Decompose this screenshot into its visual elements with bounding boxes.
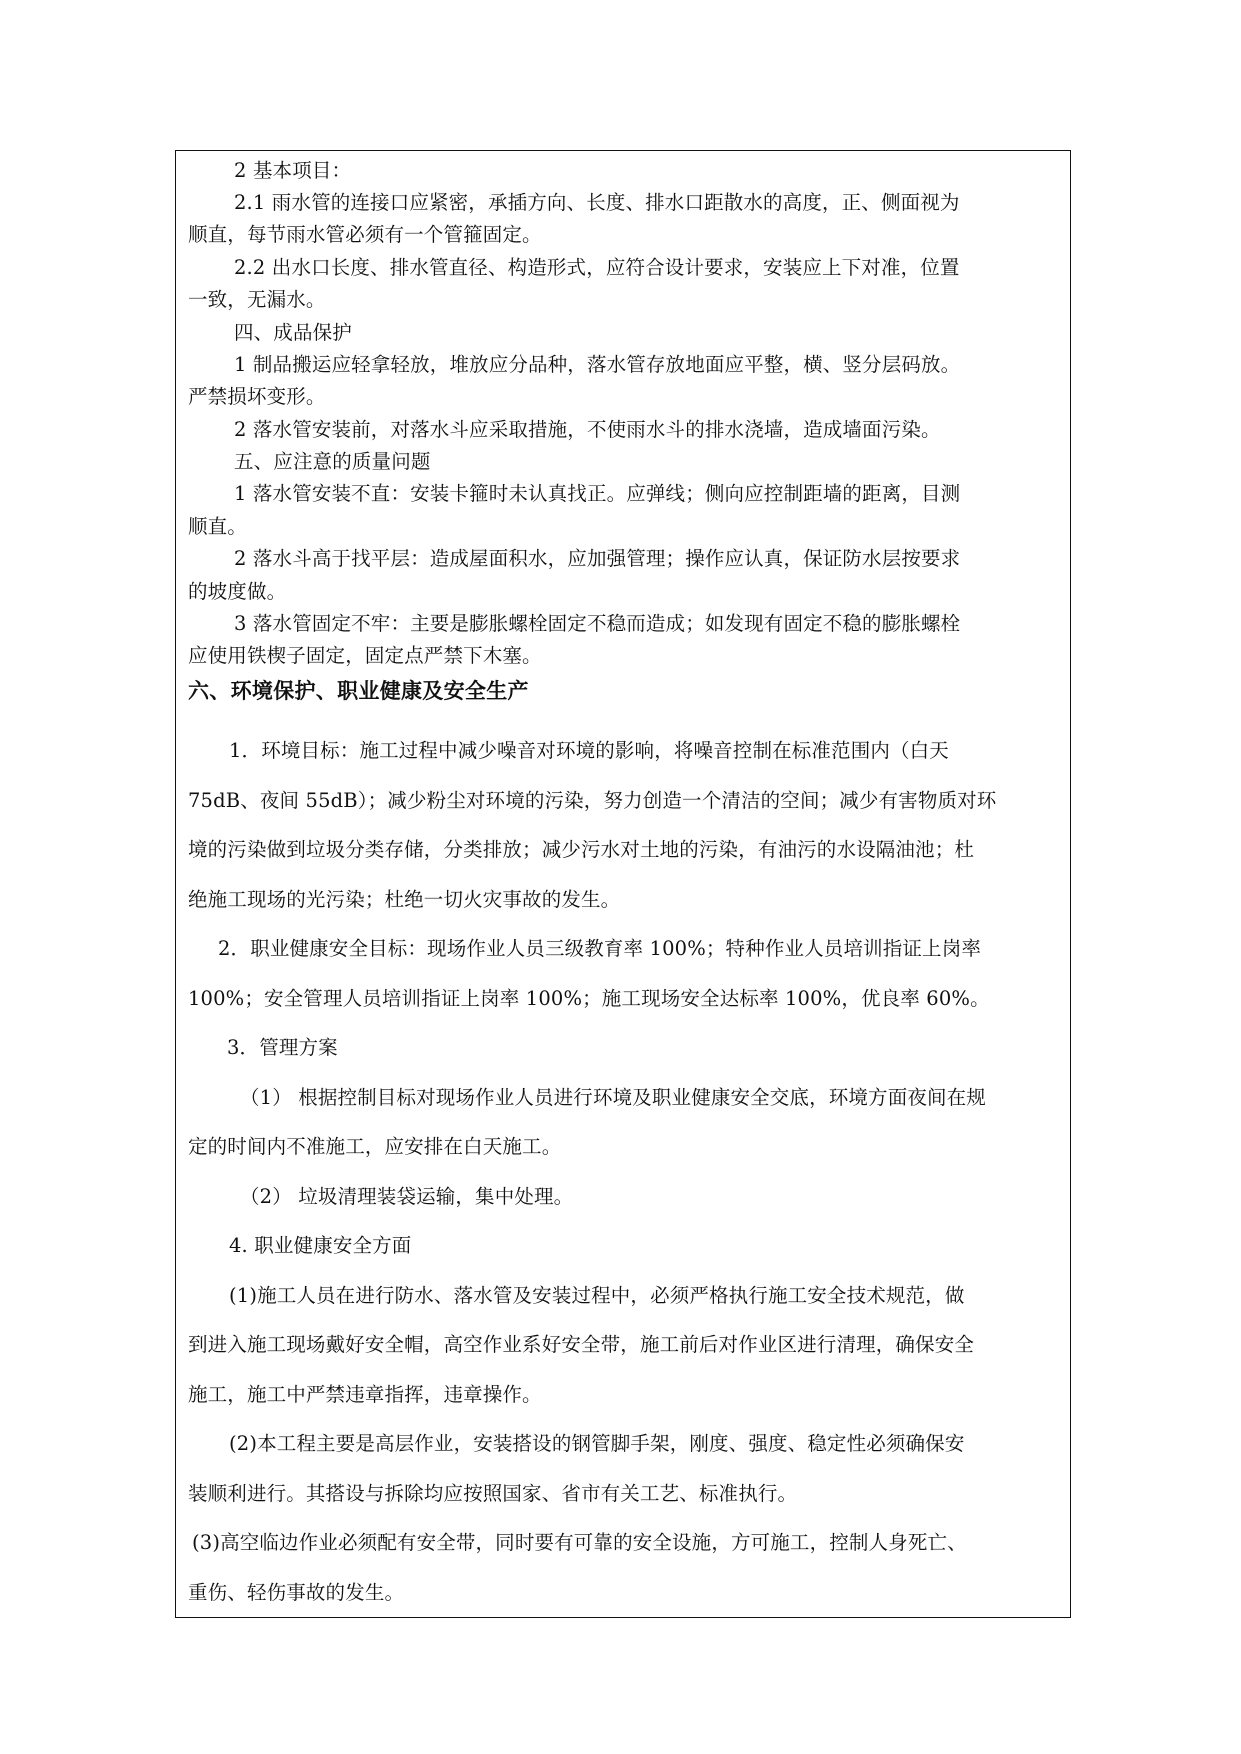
management-plan-heading: 3．管理方案 (227, 1036, 338, 1059)
ohs-item-3-line-1: (3)高空临边作业必须配有安全带，同时要有可靠的安全设施，方可施工，控制人身死亡、 (192, 1531, 967, 1554)
plan-item-1-line-2: 定的时间内不准施工，应安排在白天施工。 (188, 1135, 562, 1158)
env-goal-line-3: 境的污染做到垃圾分类存储，分类排放；减少污水对土地的污染，有油污的水设隔油池；杜 (188, 838, 975, 861)
section-5-item-1-line-2: 顺直。 (188, 515, 247, 538)
env-goal-line-1: 1．环境目标：施工过程中减少噪音对环境的影响，将噪音控制在标准范围内（白天 (229, 739, 949, 762)
section-5-item-2-line-2: 的坡度做。 (188, 580, 287, 603)
item-2-2-line-1: 2.2 出水口长度、排水管直径、构造形式，应符合设计要求，安装应上下对准，位置 (234, 256, 960, 279)
item-2-1-line-1: 2.1 雨水管的连接口应紧密，承插方向、长度、排水口距散水的高度，正、侧面视为 (234, 191, 960, 214)
ohs-item-1-line-2: 到进入施工现场戴好安全帽，高空作业系好安全带，施工前后对作业区进行清理，确保安全 (188, 1333, 975, 1356)
section-5-heading: 五、应注意的质量问题 (234, 450, 431, 473)
ohs-item-1-line-3: 施工，施工中严禁违章指挥，违章操作。 (188, 1383, 542, 1406)
section-4-heading: 四、成品保护 (234, 321, 352, 344)
section-4-item-1-line-2: 严禁损坏变形。 (188, 385, 326, 408)
section-5-item-3-line-1: 3 落水管固定不牢：主要是膨胀螺栓固定不稳而造成；如发现有固定不稳的膨胀螺栓 (234, 612, 961, 635)
plan-item-1-line-1: （1） 根据控制目标对现场作业人员进行环境及职业健康安全交底，环境方面夜间在规 (240, 1086, 986, 1109)
item-2-2-line-2: 一致，无漏水。 (188, 288, 326, 311)
ohs-item-3-line-2: 重伤、轻伤事故的发生。 (188, 1581, 405, 1604)
section-6-heading: 六、环境保护、职业健康及安全生产 (188, 679, 529, 703)
env-goal-line-4: 绝施工现场的光污染；杜绝一切火灾事故的发生。 (188, 888, 621, 911)
plan-item-2: （2） 垃圾清理装袋运输，集中处理。 (240, 1185, 574, 1208)
ohs-item-1-line-1: (1)施工人员在进行防水、落水管及安装过程中，必须严格执行施工安全技术规范，做 (229, 1284, 965, 1307)
section-4-item-1-line-1: 1 制品搬运应轻拿轻放，堆放应分品种，落水管存放地面应平整，横、竖分层码放。 (234, 353, 961, 376)
ohs-aspects-heading: 4. 职业健康安全方面 (229, 1234, 412, 1257)
section-5-item-2-line-1: 2 落水斗高于找平层：造成屋面积水，应加强管理；操作应认真，保证防水层按要求 (234, 547, 961, 570)
section-5-item-3-line-2: 应使用铁楔子固定，固定点严禁下木塞。 (188, 644, 542, 667)
item-2-heading: 2 基本项目： (234, 159, 352, 182)
section-4-item-2: 2 落水管安装前，对落水斗应采取措施，不使雨水斗的排水浇墙，造成墙面污染。 (234, 418, 941, 441)
ohs-goal-line-1: 2．职业健康安全目标：现场作业人员三级教育率 100%；特种作业人员培训指证上岗率 (218, 937, 982, 960)
section-5-item-1-line-1: 1 落水管安装不直：安装卡箍时未认真找正。应弹线；侧向应控制距墙的距离，目测 (234, 482, 961, 505)
item-2-1-line-2: 顺直，每节雨水管必须有一个管箍固定。 (188, 223, 542, 246)
env-goal-line-2: 75dB、夜间 55dB）；减少粉尘对环境的污染，努力创造一个清洁的空间；减少有害物质对环 (188, 789, 997, 812)
ohs-item-2-line-2: 装顺利进行。其搭设与拆除均应按照国家、省市有关工艺、标准执行。 (188, 1482, 798, 1505)
ohs-item-2-line-1: (2)本工程主要是高层作业，安装搭设的钢管脚手架，刚度、强度、稳定性必须确保安 (229, 1432, 965, 1455)
ohs-goal-line-2: 100%；安全管理人员培训指证上岗率 100%；施工现场安全达标率 100%，优良率 60%。 (188, 987, 990, 1010)
